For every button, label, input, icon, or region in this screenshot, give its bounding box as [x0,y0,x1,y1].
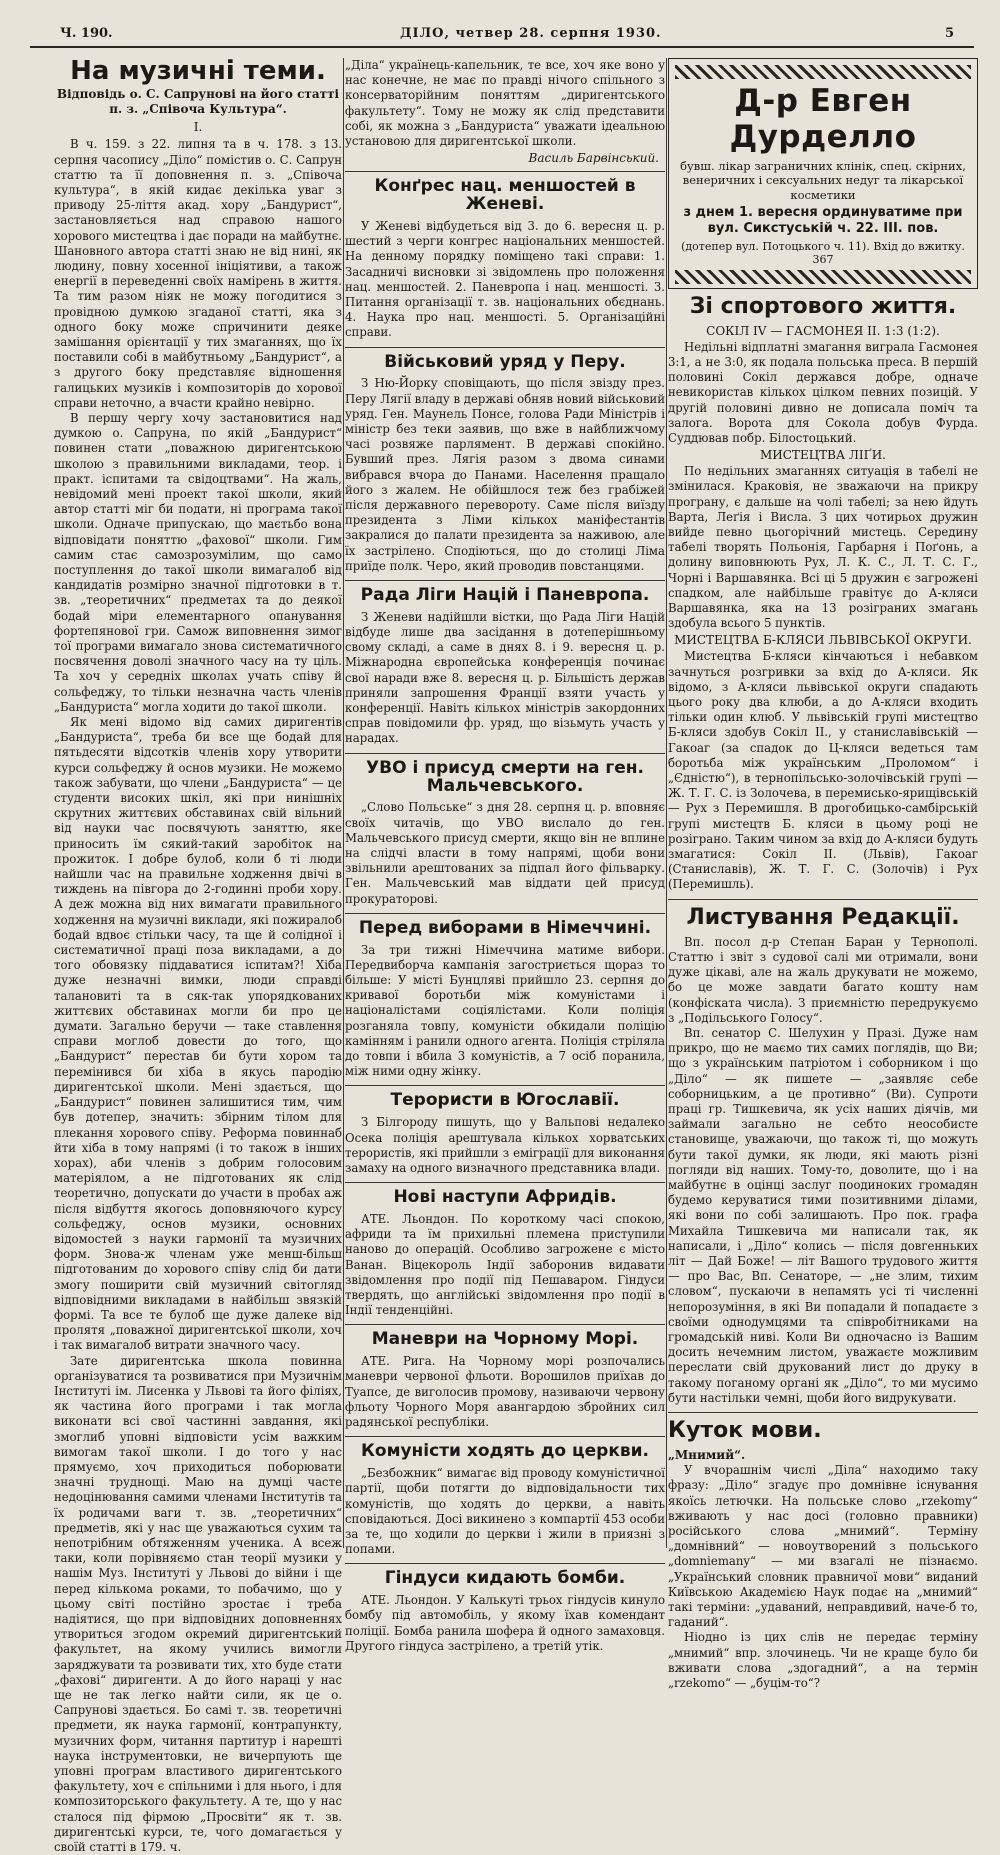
article-title: На музичні теми. [70,56,326,86]
sport-subheading: МИСТЕЦТВА ЛІҐИ. [760,448,886,463]
column-rule [666,58,667,1548]
letters-section-title: Листування Редакції. [686,904,960,930]
sport-section-title: Зі спортового життя. [689,293,957,319]
article-paragraph: Зате диригентська школа повинна організуватися та розвиватися при Музичнім Інституті ім. Лисенка у Львові та його філіях, як частина його програми і так могла виконати всі свої частинні завдання, які змоглиб уповні відповісти усім важким вимогам такої школи. І до того у нас прямуємо, хоч приходиться поборювати значні труднощі. Маю на думці часте недоцінювання самими членами Інститутів та їх родичами ваги т. зв. „теоретичних“ предметів, які у нас ще уважаються сухим та непотрібним обтяженням ученика. А всеж таки, коли порівняємо стан теорії музики у нашім Муз. Інституті у Львові до війни і ще перед кількома роками, то побачимо, що у цьому світі постійно зростає і треба надіятися, що при відповідних доповненнях утвориться згодом окремий диригентський факультет, на якому учились вимогли заряджувати та розвивати тих, хто буде стати „фахові“ диригенти. А до його нараці у нас ще не так легко найти сили, як це о. Сапрунові здається. Бо самі т. зв. теоретичні предмети, як наука гармонії, контрапункту, музичних форм, читання партитур і нарешті наука інструментовки, не вичерпують ще уповні програм властивого диригентського факультету, хоч є спільними і для нього, і для композиторського факультету. А те, що у нас сталося під фірмою „Просвіти“ як т. зв. диригентські курси, те, чого домагається у своїй статті в 179. ч. [54,1353,342,1855]
news-body: АТЕ. Льондон. По короткому часі спокою, африди та їм прихильні племена приступили наново до операцій. Особливо загрожене є місто Ванан. Віцекороль Індії заборонив видавати звідомлення про події під Пешаваром. Гіндуси твердять, що англійські звідомлення про події в Індії тенденційні. [345,1211,665,1318]
news-body: З Білгороду пишуть, що у Вальпові недалеко Осека поліція арештувала кількох хорватських терористів, які прийшли з еміграції для виконання замаху на одного визначного представника влади. [345,1115,665,1175]
letters-paragraph: Вп. посол д-р Степан Баран у Тернополі. Статтю і звіт з судової салі ми отримали, вони дуже цікаві, але на жаль друкувати не можемо, бо це може завдати багато кошту нам (конфіската числа). З приємністю передрукуємо з „Подільського Голосу“. [668,934,978,1025]
news-body: АТЕ. Льондон. У Калькуті трьох гіндусів кинуло бомбу під автомобіль, у якому їхав комендант поліції. Бомба ранила шофера й одного замаховця. Другого гіндуса застрілено, а третій утік. [345,1593,665,1653]
issue-number: Ч. 190. [60,26,113,41]
news-title: Комуністи ходять до церкви. [361,1441,649,1462]
divider [345,1436,665,1437]
sport-paragraph: По недільних змаганнях ситуація в табелі не змінилася. Краковія, не зважаючи на прикру програну, є дальше на чолі табелі; за нею йдуть Варта, Леґія і Висла. З цих чотирьох дружин вийде певно цьогорічний мистець. Середину табелі творять Польонія, Гарбарня і Поґонь, а долину виповнюють Рух, Л. К. С., Л. Т. С. Г., Чорні і Варшавянка. Всі ці 5 дружин є загрожені спадком, але найбільше гравітує до А-кляси Варшавянка, яка на 13 розіграних змагань здобула всього 5 пунктів. [668,464,978,631]
news-title: Нові наступи Афридів. [393,1187,617,1208]
divider [668,899,978,900]
doctor-advertisement [668,58,978,289]
news-body: За три тижні Німеччина матиме вибори. Передвиборча кампанія загостриється щораз то більше: У місті Бунцляві прийшло 23. серпня до кривавої боротьби між комуністами і націоналістами соціялістами. Коли поліція розганяла товпу, комуністи обкидали поліцію камінням і ранили одного агента. Поліція стріляла до товпи і вбила 3 комуністів, а 7 осіб поранила, між ними одну жінку. [345,942,665,1079]
column-rule [343,58,344,1548]
article-paragraph: В ч. 159. з 22. липня та в ч. 178. з 13. серпня часопису „Діло“ помістив о. С. Сапрун статтю та її доповнення п. з. „Співоча культура“, в якій кидає декілька уваг з приводу 25-ліття акад. хору „Бандурист“, застановляється над справою нашого хорового мистецтва і дає поради на майбутнє. Шановного автора статті знаю не від нині, як людину, повну хосенної ініціятиви, а також енергії в переведенні своїх намірень в життя. Та тим разом ніяк не можу погодитися з провідною думкою згаданої статті, яка з одного боку може спричинити деяке замішання орієнтації у тих змаганнях, що їх поставили собі в майбутньому „Бандурист“, а з другого боку представляє відношення галицьких музиків і композиторів до хорової справи неточно, а вчасти крайно невірно. [54,137,342,410]
news-body: АТЕ. Рига. На Чорному морі розпочались маневри червоної фльоти. Ворошилов приїхав до Туапсе, де виголосив промову, називаючи червону фльоту Чорного Моря авангардою збройних сил радянської республіки. [345,1354,665,1430]
language-paragraph: У вчорашнім числі „Діла“ находимо таку фразу: „Діло“ згадує про домнівне існування якоїсь летючки. На польське слово „rzekomy“ вживають у нас досі (головно правники) російського слова „мнимий“. Терміну „домнівний“ — новоутворений з польського „domniemany“ — ми взагалі не пізнаємо. „Український словник правничої мови“ виданий Київською Академією Наук подає на „мнимий“ такі терміни: „удаваний, неправдивий, наче-б то, гаданий“. [668,1463,978,1630]
news-title: Гіндуси кидають бомби. [384,1568,626,1589]
article-subtitle: Відповідь о. С. Сапрунові на його статті п. з. „Співоча Культура“. [56,87,340,117]
article-continuation: „Діла“ українець-капельник, те все, хоч яке воно у нас конечне, не має по правді нічого спільного з консерваторійним поняттям „диригентського факультету“. Тому не можу як слід представити собі, як можна з „Бандуриста“ уважати ідеальною установою для диригентської школи. [345,58,665,149]
language-section-title: Куток мови. [668,1418,822,1444]
divider [345,347,665,348]
ad-extra: (дотепер вул. Потоцького ч. 11). Вхід до вжитку. 367 [681,239,965,266]
section-number: I. [193,120,203,135]
sport-subheading: МИСТЕЦТВА Б-КЛЯСИ ЛЬВІВСЬКОЇ ОКРУГИ. [674,633,972,648]
ornament-border-bottom [675,270,971,284]
news-title: Терористи в Югославії. [390,1090,620,1111]
ad-notice: з днем 1. вересня ординуватиме при вул. Сикстуській ч. 22. III. пов. [683,205,963,237]
news-title: Маневри на Чорному Морі. [371,1329,639,1350]
divider [345,1182,665,1183]
column-1 [54,56,342,1855]
divider [345,1324,665,1325]
news-title: Перед виборами в Німеччині. [358,917,652,938]
sport-paragraph: Мистецтва Б-кляси кінчаються і небавком зачнуться розгривки за вхід до А-кляси. Як відомо, з А-кляси львівської округи спадають цього року два клюби, а до А-кляси входить тільки один клюб. У львівській групі мистецтво Б-кляси здобув Сокіл II., у станиславівській — Гакоаг (за спадок до Ц-кляси ведеться там боротьба між українським „Проломом“ і „Єдністю“), в тернопільсько-золочівській групі — Ж. Т. Г. С. із Золочева, в перемисько-ярищівській — Рух з Перемишля. В дрогобицько-самбірській групі мистецтв Б. кляси в цьому році не розіграно. Таким чином за вхід до А-кляси будуть змагатися: Сокіл II. (Львів), Гакоаг (Станиславів), Ж. Т. Г. С. (Золочів) і Рух (Перемишль). [668,649,978,892]
news-body: З Женеви надійшли вістки, що Рада Ліги Націй відбуде лише два засідання в дотеперішньому свому складі, а саме в днях 8. і 9. вересня ц. р. Міжнародна європейська конференція починає свої наради вже 8. вересня ц. р. Більшість держав приняли запрошення Франції взяти участь у конференції. Навіть кількох міністрів закордонних справ повідомили фр. уряд, що візьмуть участь у нарадах. [345,609,665,746]
divider [668,1412,978,1413]
news-body: У Женеві відбудеться від 3. до 6. вересня ц. р. шестий з черги конгрес національних меншостей. На денному порядку поміщено такі справи: 1. Засадничі висновки зі звідомлень про положення нац. меншостей. 2. Паневропа і нац. меншості. 3. Питання організації т. зв. національних обєднань. 4. Наука про нац. меншості. 5. Організаційні справи. [345,218,665,340]
divider [345,753,665,754]
article-paragraph: Як мені відомо від самих диригентів „Бандуриста“, треба би все ще бодай для пятьдесяти відсотків членів хору утворити курси сольфеджу й основ музики. Не можемо також забувати, що члени „Бандуриста“ — це студенти високих шкіл, які при нинішніх скрутних життєвих обставинах свій вільний від науки час посвячують заняттю, яке приносить їм сякий-такий заробіток на прожиток. І добре булоб, коли б ті люди найшли час на правильне ходження двічі в тиждень на півгора до 2-годинні проби хору. А деж можна від них вимагати правильного ходження на музичні виклади, які пожиралоб бодай вдвоє стільки часу, та ще й солідної і систематичної праці поза викладами, а до того обовязку піддаватися іспитам?! Хіба дуже незначні вимки, люди справді талановиті та в сяк-так упорядкованих життєвих обставинах могли би про це думати. Загально беручи — таке ставлення справи моглоб довести до того, що „Бандурист“ перестав би бути хором та перемінився би хіба в якусь пародію диригентської школи. Мені здається, що „Бандурист“ повинен залишитися тим, чим був дотепер, значить: збірним тілом для плекання хорового співу. Реформа повиннаб йти хіба в тому напрямі (і то також в інших хорах), аби членів з добрим голосовим матеріялом, а не підготованих як слід теоретично, допускати до участи в пробах аж після відбуття якогось доповняючого курсу сольфеджу, основ музики, основних відомостей з науки гармонії та музичних форм. Знова-ж членам уже менш-більш підготованим до хорового співу слід би дати змогу поширити свій музичний світогляд відповідними викладами в найбільш звязкій формі. Та все те булоб ще дуже далеке від пролятя „поважної диригентської школи, хоч і так вимагалоб витрати значного часу. [54,715,342,1353]
column-2 [345,58,665,1653]
news-title: Конґрес нац. меншостей в Женеві. [374,176,636,215]
news-title: Рада Ліги Націй і Паневропа. [360,585,650,606]
news-body: З Ню-Йорку сповіщають, що після звізду през. Перу Лягії владу в державі обняв новий військовий уряд. Ген. Маунель Понсе, голова Ради Міністрів і міністр без теки заявив, що вже в найближчому часі розвяже парлямент. В державі спокійно. Бувший през. Лягія разом з двома синами вибрався вчора до Панами. Населення пращало його з жалем. Не обійшлося теж без грабіжей після державного перевороту. Саме після виїзду президента з Ліми кількох маніфестантів закралися до палати президента за наживою, але їх застрілено. Сподіються, що до столиці Ліма приїде полк. Черо, який проводив повстанцями. [345,376,665,573]
ad-doctor-name: Д-р Евген Дурделло [729,83,917,155]
divider [345,1085,665,1086]
divider [345,580,665,581]
news-body: „Слово Польське“ з дня 28. серпня ц. р. вповняє своїх читачів, що УВО вислало до ген. Мальчевського присуд смерти, якщо він не вплине на слідчі власти в тому напрямі, щоби вони звільнили арештованих за підпал його фільварку. Ген. Мальчевський мав віддати цей присуд прокураторові. [345,800,665,906]
divider [345,913,665,914]
column-3 [668,58,978,1690]
divider [345,171,665,172]
news-title: Військовий уряд у Перу. [384,351,626,372]
ornament-border-top [675,65,971,79]
newspaper-title-date: ДІЛО, четвер 28. серпня 1930. [400,26,662,41]
language-subheading: „Мнимий“. [668,1448,746,1463]
page-number: 5 [944,26,954,41]
masthead [30,24,974,48]
match-score: СОКІЛ IV — ГАСМОНЕЯ II. 1:3 (1:2). [706,323,940,338]
news-body: „Безбожник“ вимагає від проводу комуністичної партії, щоби потягти до відповідальности тих комуністів, що ходять до церкви, а навіть сповідаються. Досі викинено з компартії 453 особи за те, що ходили до церкви і жили в приязні з попами. [345,1466,665,1557]
article-paragraph: В першу чергу хочу застановитися над думкою о. Сапруна, по якій „Бандурист“ повинен стати „поважною диригентською школою з правильними викладами, теор. і практ. іспитами та свідоцтвами“. На жаль, невідомий мені проект такої школи, який автор статті міг би подати, ні програма такої школи. Одначе припускаю, що маєтьбо вона відповідати поняттю „фахової“ школи. Гим самим стає самозрозумілим, що само поступлення до такої школи вимагалоб від кандидатів розмірно значної підготовки в т. зв. „теоретичних“ предметах та до деякої бодай міри елементарного опанування фортепянової гри. Самож виповнення зимог тої програми вимагало знова систематичного посвячення доволі значного часу на ту ціль. Та хоч у середніх школах учать співу й сольфеджу, то тільки незначна часть членів „Бандуриста“ могла ходити до такої школи. [54,410,342,714]
language-paragraph: Ніодно із цих слів не передає терміну „мнимий“ впр. злочинець. Чи не краще було би вживати слова „здогадний“, а на термін „rzekomo“ — „буцім-то“? [668,1630,978,1690]
ad-description: бувш. лікар заграничних клінік, спец. скірних, венеричних і сексуальних недуг та лікарської косметики [680,159,966,202]
article-signature: Василь Барвінський. [528,151,659,166]
letters-paragraph: Вп. сенатор С. Шелухин у Празі. Дуже нам прикро, що не маємо тих самих поглядів, що Ви; що з українським патріотом і соборником і що „Діло“ — як пишете — „заявляє себе соборницьким, а це противно“ (Ви). Супроти праці гр. Тишкевича, як усіх наших діячів, ми займали загально не себто неособисте становище, уважаючи, що також ті, що можуть бути такої думки, як люди, які мають різні погляди від наших. Тому-то, доволите, що і на майбутнє в оцінці заслуг поодиноких громадян будемо керуватися тими позитивними ділами, які вони по собі залишають. Про пок. графа Михайла Тишкевича ми написали так, як написали, і „Діло“ колись — після довгенньких літ — Дай Боже! — літ Вашого трудового життя — про Вас, Вп. Сенаторе, — „не злим, тихим словом“, пускаючи в непамять усі ті численні непорозуміння, в які Ви попадали й попадаєте з своїми однодумцями та співробітниками на громадській ниві. Коли Ви одночасно із Вашим досить нечемним листом, уважаєте можливим переслати свій друкований лист до друку в такому поганому органі як „Діло“, то ми мусимо бути настільки чемні, щоби його видрукувати. [668,1025,978,1405]
divider [345,1563,665,1564]
sport-paragraph: Недільні відплатні змагання виграла Гасмонея 3:1, а не 3:0, як подала польська преса. В першій половині Сокіл держався добре, одначе невикористав кількох цілком певних позицій. У другій половині дивно не дописала поміч та залога. Ворота для Сокола добув Фурда. Суддював побр. Білостоцький. [668,339,978,445]
news-title: УВО і присуд смерти на ген. Мальчевського. [366,757,644,796]
